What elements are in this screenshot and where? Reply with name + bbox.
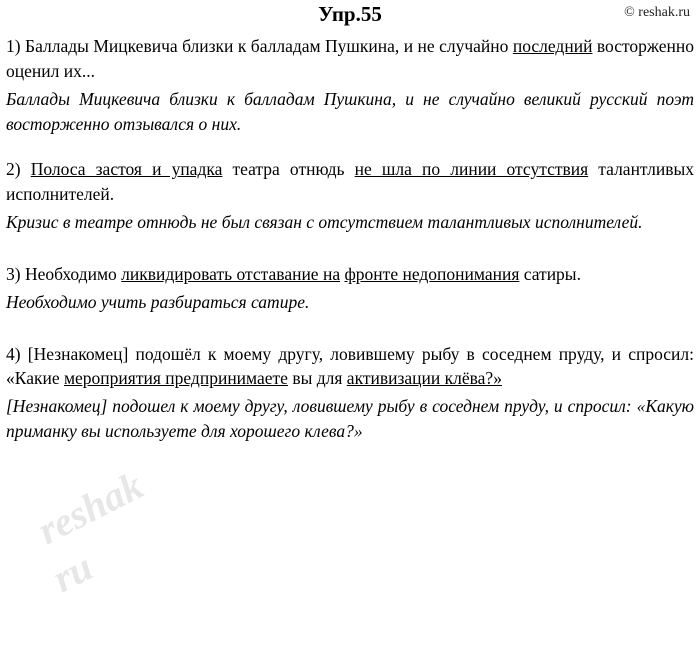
copyright-notice: © reshak.ru bbox=[624, 5, 690, 20]
task-segment-underlined: не шла по линии отсутствия bbox=[354, 159, 589, 180]
exercise-answer: Необходимо учить разбираться сатире. bbox=[6, 291, 310, 312]
exercise-task bbox=[6, 157, 694, 207]
exercise-item bbox=[6, 157, 694, 235]
watermark-ru: ru bbox=[45, 543, 100, 601]
task-segment: талантливых исполнителей. bbox=[6, 159, 695, 205]
task-segment-underlined: ликвидировать отставание на bbox=[121, 263, 341, 284]
watermark-reshak: reshak bbox=[30, 462, 150, 553]
task-segment: 2) bbox=[6, 159, 31, 180]
page-title: Упр.55 bbox=[318, 2, 382, 26]
task-segment-underlined: мероприятия предпринимаете bbox=[63, 368, 288, 389]
task-segment: вы для bbox=[287, 368, 347, 389]
exercise-item bbox=[6, 342, 694, 444]
task-segment: восторженно оценил их... bbox=[6, 36, 694, 81]
task-segment: 3) Необходимо bbox=[6, 263, 122, 284]
exercise-list bbox=[6, 34, 694, 444]
exercise-item bbox=[6, 34, 694, 136]
exercise-task bbox=[6, 342, 694, 392]
task-segment-underlined: фронте недопонимания bbox=[344, 263, 520, 284]
exercise-answer: [Незнакомец] подошел к моему другу, ловившему рыбу в соседнем пруду, и спросил: «Какую приманку вы используете для хорошего клева?» bbox=[6, 396, 694, 442]
exercise-task bbox=[6, 34, 694, 84]
task-segment-underlined: Полоса застоя и упадка bbox=[30, 159, 223, 180]
exercise-answer: Кризис в театре отнюдь не был связан с отсутствием талантливых исполнителей. bbox=[6, 212, 643, 233]
task-segment: театра отнюдь bbox=[222, 159, 355, 180]
task-segment: сатиры. bbox=[519, 263, 581, 284]
task-segment-underlined: последний bbox=[512, 36, 593, 56]
exercise-item bbox=[6, 262, 694, 315]
task-segment: 1) Баллады Мицкевича близки к балладам Пушкина, и не случайно bbox=[6, 36, 513, 56]
exercise-answer: Баллады Мицкевича близки к балладам Пушкина, и не случайно великий русский поэт восторженно отзывался о них. bbox=[6, 88, 694, 134]
task-segment: 4) [Незнакомец] подошёл к моему другу, ловившему рыбу в соседнем пруду, и спросил: «Какие bbox=[6, 343, 694, 389]
page-header bbox=[6, 0, 694, 34]
exercise-task bbox=[6, 262, 694, 287]
task-segment-underlined: активизации клёва?» bbox=[346, 368, 502, 389]
